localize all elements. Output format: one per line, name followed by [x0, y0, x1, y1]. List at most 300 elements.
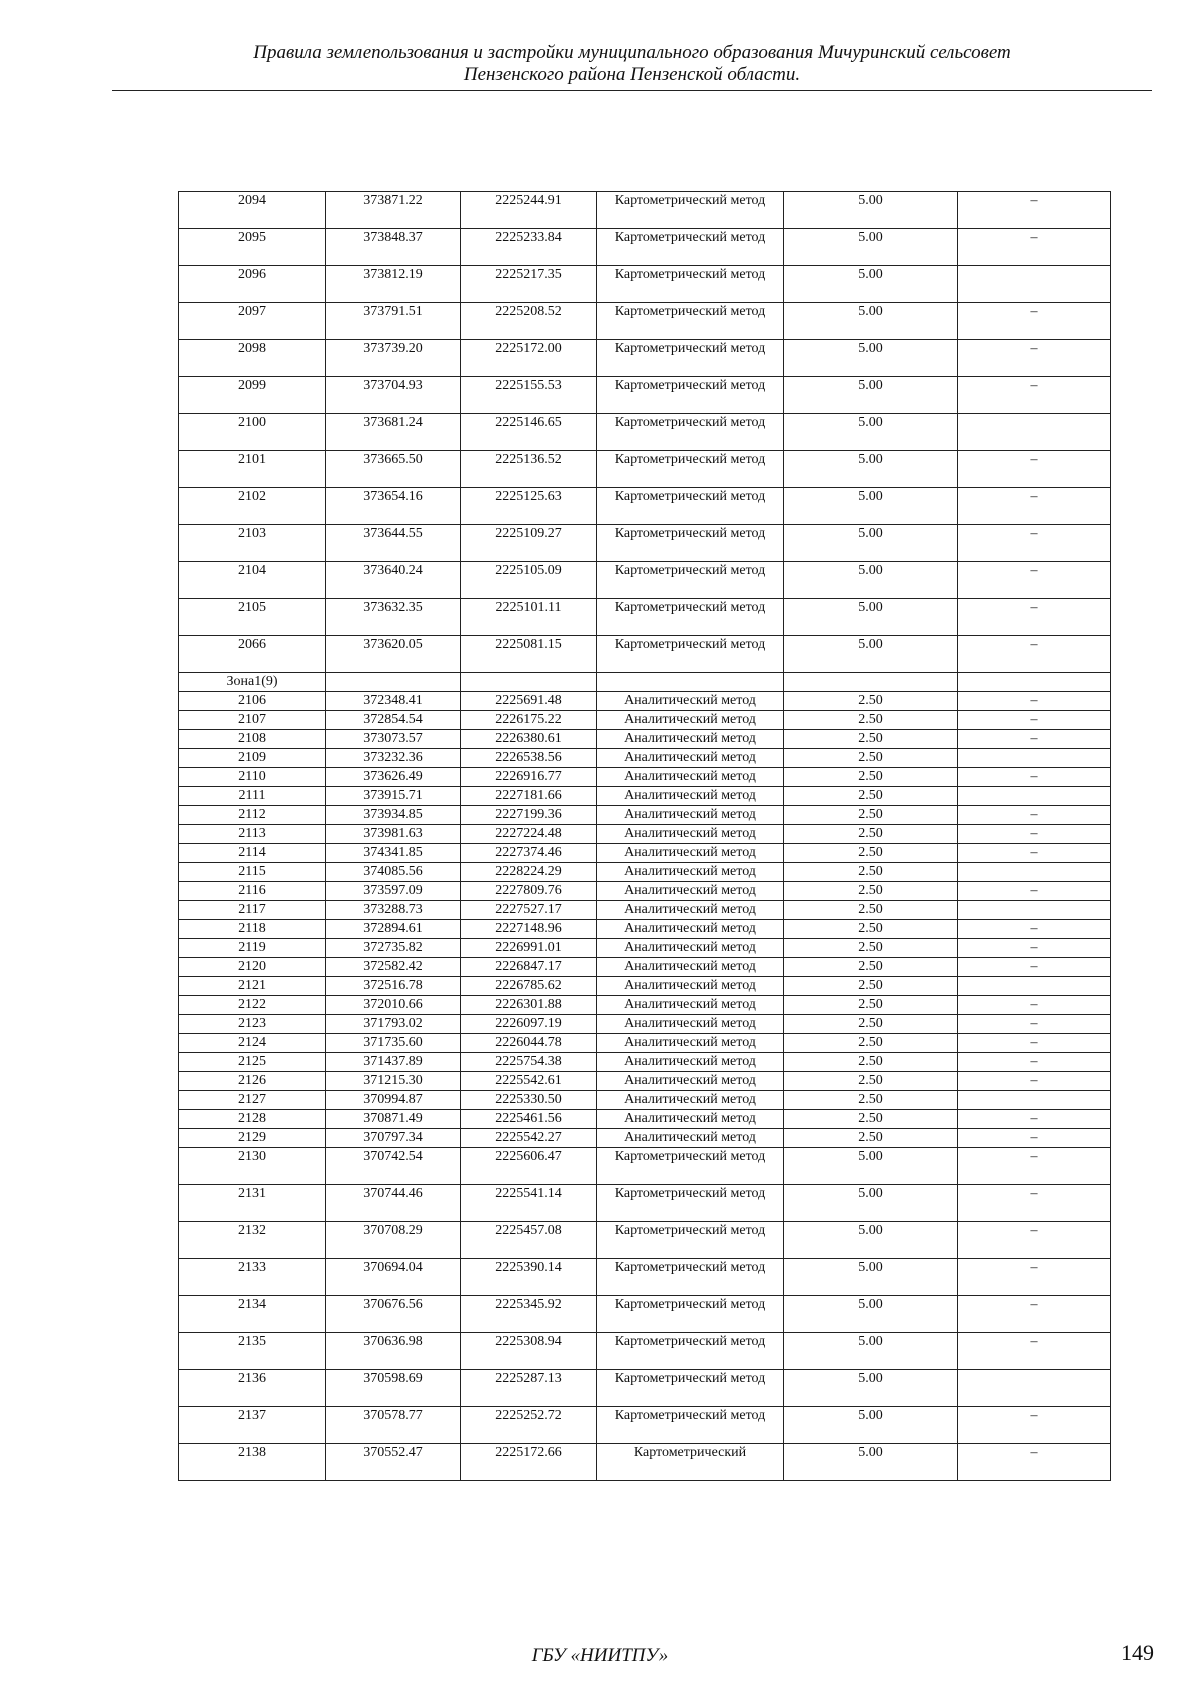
table-row: [179, 451, 1111, 488]
method-cell: Картометрический метод: [597, 1259, 784, 1296]
table-row: [179, 730, 1111, 749]
flag-cell: [958, 749, 1111, 768]
flag-cell: [958, 1370, 1111, 1407]
x-coordinate-cell: 371437.89: [326, 1053, 461, 1072]
point-number-cell: 2123: [179, 1015, 326, 1034]
accuracy-cell: 2.50: [784, 958, 958, 977]
x-coordinate-cell: 370552.47: [326, 1444, 461, 1481]
flag-cell: –: [958, 1129, 1111, 1148]
x-coordinate-cell: 373934.85: [326, 806, 461, 825]
method-cell: Картометрический метод: [597, 303, 784, 340]
method-cell: [597, 673, 784, 692]
y-coordinate-cell: 2227199.36: [461, 806, 597, 825]
table-row: [179, 749, 1111, 768]
x-coordinate-cell: 373288.73: [326, 901, 461, 920]
table-row: [179, 636, 1111, 673]
accuracy-cell: 2.50: [784, 1072, 958, 1091]
y-coordinate-cell: 2225244.91: [461, 192, 597, 229]
flag-cell: –: [958, 920, 1111, 939]
y-coordinate-cell: 2225287.13: [461, 1370, 597, 1407]
y-coordinate-cell: 2226301.88: [461, 996, 597, 1015]
y-coordinate-cell: 2225457.08: [461, 1222, 597, 1259]
y-coordinate-cell: 2225330.50: [461, 1091, 597, 1110]
coordinates-table: [178, 191, 1111, 1481]
y-coordinate-cell: 2225461.56: [461, 1110, 597, 1129]
x-coordinate-cell: 373654.16: [326, 488, 461, 525]
x-coordinate-cell: 370676.56: [326, 1296, 461, 1333]
table-row: [179, 825, 1111, 844]
flag-cell: –: [958, 1333, 1111, 1370]
x-coordinate-cell: 373848.37: [326, 229, 461, 266]
flag-cell: –: [958, 562, 1111, 599]
point-number-cell: 2107: [179, 711, 326, 730]
table-row: [179, 787, 1111, 806]
table-row: [179, 1091, 1111, 1110]
x-coordinate-cell: 370598.69: [326, 1370, 461, 1407]
point-number-cell: 2096: [179, 266, 326, 303]
point-number-cell: 2117: [179, 901, 326, 920]
table-row: [179, 806, 1111, 825]
point-number-cell: 2136: [179, 1370, 326, 1407]
flag-cell: –: [958, 806, 1111, 825]
x-coordinate-cell: 370636.98: [326, 1333, 461, 1370]
flag-cell: –: [958, 1185, 1111, 1222]
x-coordinate-cell: 373644.55: [326, 525, 461, 562]
flag-cell: –: [958, 1296, 1111, 1333]
y-coordinate-cell: 2226916.77: [461, 768, 597, 787]
table-row: [179, 920, 1111, 939]
y-coordinate-cell: 2225606.47: [461, 1148, 597, 1185]
method-cell: Аналитический метод: [597, 711, 784, 730]
point-number-cell: 2102: [179, 488, 326, 525]
flag-cell: –: [958, 939, 1111, 958]
point-number-cell: 2114: [179, 844, 326, 863]
y-coordinate-cell: 2226380.61: [461, 730, 597, 749]
method-cell: Аналитический метод: [597, 730, 784, 749]
y-coordinate-cell: 2225208.52: [461, 303, 597, 340]
method-cell: Аналитический метод: [597, 1072, 784, 1091]
flag-cell: –: [958, 730, 1111, 749]
x-coordinate-cell: 372735.82: [326, 939, 461, 958]
x-coordinate-cell: 372582.42: [326, 958, 461, 977]
x-coordinate-cell: 372516.78: [326, 977, 461, 996]
flag-cell: –: [958, 1444, 1111, 1481]
y-coordinate-cell: 2225541.14: [461, 1185, 597, 1222]
method-cell: Картометрический метод: [597, 414, 784, 451]
flag-cell: –: [958, 340, 1111, 377]
method-cell: Картометрический метод: [597, 636, 784, 673]
method-cell: Аналитический метод: [597, 958, 784, 977]
flag-cell: –: [958, 451, 1111, 488]
table-row: [179, 1053, 1111, 1072]
accuracy-cell: 2.50: [784, 692, 958, 711]
point-number-cell: 2126: [179, 1072, 326, 1091]
coordinates-table-body: [179, 192, 1111, 1481]
method-cell: Картометрический метод: [597, 1148, 784, 1185]
x-coordinate-cell: 373981.63: [326, 825, 461, 844]
flag-cell: –: [958, 1148, 1111, 1185]
x-coordinate-cell: 373739.20: [326, 340, 461, 377]
method-cell: Аналитический метод: [597, 692, 784, 711]
accuracy-cell: 5.00: [784, 1222, 958, 1259]
y-coordinate-cell: 2226175.22: [461, 711, 597, 730]
flag-cell: –: [958, 1034, 1111, 1053]
flag-cell: –: [958, 1407, 1111, 1444]
x-coordinate-cell: 373681.24: [326, 414, 461, 451]
table-row: [179, 525, 1111, 562]
accuracy-cell: 2.50: [784, 1110, 958, 1129]
accuracy-cell: 5.00: [784, 192, 958, 229]
point-number-cell: 2110: [179, 768, 326, 787]
flag-cell: [958, 863, 1111, 882]
flag-cell: –: [958, 192, 1111, 229]
x-coordinate-cell: 373640.24: [326, 562, 461, 599]
table-row: [179, 1072, 1111, 1091]
y-coordinate-cell: 2225542.27: [461, 1129, 597, 1148]
point-number-cell: 2099: [179, 377, 326, 414]
method-cell: Аналитический метод: [597, 920, 784, 939]
table-row: [179, 692, 1111, 711]
point-number-cell: 2128: [179, 1110, 326, 1129]
x-coordinate-cell: 372854.54: [326, 711, 461, 730]
accuracy-cell: 5.00: [784, 303, 958, 340]
method-cell: Аналитический метод: [597, 825, 784, 844]
header-line-1: Правила землепользования и застройки муниципального образования Мичуринский сельсовет: [253, 42, 1011, 63]
x-coordinate-cell: 371793.02: [326, 1015, 461, 1034]
accuracy-cell: 5.00: [784, 1444, 958, 1481]
y-coordinate-cell: 2225542.61: [461, 1072, 597, 1091]
table-row: [179, 1444, 1111, 1481]
y-coordinate-cell: 2226785.62: [461, 977, 597, 996]
flag-cell: [958, 901, 1111, 920]
table-row: [179, 340, 1111, 377]
table-row: [179, 863, 1111, 882]
accuracy-cell: 5.00: [784, 229, 958, 266]
point-number-cell: 2137: [179, 1407, 326, 1444]
x-coordinate-cell: 370797.34: [326, 1129, 461, 1148]
accuracy-cell: 5.00: [784, 525, 958, 562]
y-coordinate-cell: 2226991.01: [461, 939, 597, 958]
y-coordinate-cell: 2225136.52: [461, 451, 597, 488]
flag-cell: [958, 266, 1111, 303]
header-line-2: Пензенского района Пензенской области.: [463, 64, 801, 85]
accuracy-cell: 2.50: [784, 806, 958, 825]
y-coordinate-cell: 2225691.48: [461, 692, 597, 711]
accuracy-cell: 5.00: [784, 266, 958, 303]
method-cell: Аналитический метод: [597, 1110, 784, 1129]
x-coordinate-cell: 371215.30: [326, 1072, 461, 1091]
y-coordinate-cell: 2225101.11: [461, 599, 597, 636]
x-coordinate-cell: [326, 673, 461, 692]
table-row: [179, 1034, 1111, 1053]
flag-cell: –: [958, 1072, 1111, 1091]
accuracy-cell: 2.50: [784, 1129, 958, 1148]
y-coordinate-cell: 2227148.96: [461, 920, 597, 939]
method-cell: Аналитический метод: [597, 977, 784, 996]
table-row: [179, 1185, 1111, 1222]
y-coordinate-cell: 2225081.15: [461, 636, 597, 673]
table-row: [179, 1129, 1111, 1148]
table-row: [179, 303, 1111, 340]
flag-cell: [958, 1091, 1111, 1110]
method-cell: Аналитический метод: [597, 806, 784, 825]
y-coordinate-cell: 2225155.53: [461, 377, 597, 414]
point-number-cell: 2124: [179, 1034, 326, 1053]
x-coordinate-cell: 370694.04: [326, 1259, 461, 1296]
point-number-cell: 2118: [179, 920, 326, 939]
table-row: [179, 1148, 1111, 1185]
x-coordinate-cell: 370744.46: [326, 1185, 461, 1222]
y-coordinate-cell: 2225172.00: [461, 340, 597, 377]
flag-cell: –: [958, 844, 1111, 863]
accuracy-cell: 5.00: [784, 1148, 958, 1185]
table-row: [179, 562, 1111, 599]
point-number-cell: 2111: [179, 787, 326, 806]
point-number-cell: 2098: [179, 340, 326, 377]
flag-cell: –: [958, 1222, 1111, 1259]
y-coordinate-cell: 2226538.56: [461, 749, 597, 768]
y-coordinate-cell: 2225105.09: [461, 562, 597, 599]
flag-cell: –: [958, 1015, 1111, 1034]
y-coordinate-cell: 2225217.35: [461, 266, 597, 303]
point-number-cell: 2129: [179, 1129, 326, 1148]
y-coordinate-cell: 2227809.76: [461, 882, 597, 901]
x-coordinate-cell: 373073.57: [326, 730, 461, 749]
method-cell: Аналитический метод: [597, 1034, 784, 1053]
point-number-cell: 2134: [179, 1296, 326, 1333]
point-number-cell: 2097: [179, 303, 326, 340]
point-number-cell: 2122: [179, 996, 326, 1015]
accuracy-cell: 2.50: [784, 768, 958, 787]
x-coordinate-cell: 373632.35: [326, 599, 461, 636]
x-coordinate-cell: 373871.22: [326, 192, 461, 229]
y-coordinate-cell: 2225172.66: [461, 1444, 597, 1481]
method-cell: Картометрический метод: [597, 1333, 784, 1370]
y-coordinate-cell: 2227527.17: [461, 901, 597, 920]
table-row: [179, 844, 1111, 863]
method-cell: Картометрический метод: [597, 340, 784, 377]
accuracy-cell: 5.00: [784, 377, 958, 414]
point-number-cell: 2132: [179, 1222, 326, 1259]
y-coordinate-cell: 2227374.46: [461, 844, 597, 863]
accuracy-cell: 5.00: [784, 1370, 958, 1407]
table-row: [179, 939, 1111, 958]
method-cell: Аналитический метод: [597, 939, 784, 958]
x-coordinate-cell: 374085.56: [326, 863, 461, 882]
accuracy-cell: 5.00: [784, 599, 958, 636]
header-divider: [112, 90, 1152, 91]
point-number-cell: 2131: [179, 1185, 326, 1222]
flag-cell: –: [958, 229, 1111, 266]
method-cell: Картометрический метод: [597, 229, 784, 266]
method-cell: Картометрический метод: [597, 266, 784, 303]
flag-cell: –: [958, 1110, 1111, 1129]
accuracy-cell: 2.50: [784, 1091, 958, 1110]
x-coordinate-cell: 370871.49: [326, 1110, 461, 1129]
accuracy-cell: 5.00: [784, 636, 958, 673]
x-coordinate-cell: 370578.77: [326, 1407, 461, 1444]
flag-cell: –: [958, 958, 1111, 977]
y-coordinate-cell: 2226044.78: [461, 1034, 597, 1053]
table-row: [179, 996, 1111, 1015]
accuracy-cell: 5.00: [784, 1185, 958, 1222]
y-coordinate-cell: 2226847.17: [461, 958, 597, 977]
method-cell: Аналитический метод: [597, 1129, 784, 1148]
point-number-cell: 2105: [179, 599, 326, 636]
x-coordinate-cell: 371735.60: [326, 1034, 461, 1053]
point-number-cell: 2138: [179, 1444, 326, 1481]
x-coordinate-cell: 372348.41: [326, 692, 461, 711]
flag-cell: –: [958, 996, 1111, 1015]
table-row: [179, 1370, 1111, 1407]
point-number-cell: 2095: [179, 229, 326, 266]
point-number-cell: 2101: [179, 451, 326, 488]
method-cell: Аналитический метод: [597, 844, 784, 863]
accuracy-cell: 5.00: [784, 1296, 958, 1333]
point-number-cell: 2121: [179, 977, 326, 996]
point-number-cell: 2125: [179, 1053, 326, 1072]
accuracy-cell: [784, 673, 958, 692]
x-coordinate-cell: 373232.36: [326, 749, 461, 768]
accuracy-cell: 2.50: [784, 711, 958, 730]
y-coordinate-cell: 2225109.27: [461, 525, 597, 562]
method-cell: Картометрический метод: [597, 377, 784, 414]
y-coordinate-cell: 2228224.29: [461, 863, 597, 882]
x-coordinate-cell: 372894.61: [326, 920, 461, 939]
accuracy-cell: 5.00: [784, 488, 958, 525]
x-coordinate-cell: 370994.87: [326, 1091, 461, 1110]
method-cell: Картометрический метод: [597, 1407, 784, 1444]
flag-cell: –: [958, 377, 1111, 414]
flag-cell: –: [958, 636, 1111, 673]
table-row: [179, 1296, 1111, 1333]
table-row: [179, 958, 1111, 977]
accuracy-cell: 5.00: [784, 340, 958, 377]
y-coordinate-cell: 2225345.92: [461, 1296, 597, 1333]
method-cell: Картометрический метод: [597, 525, 784, 562]
flag-cell: [958, 787, 1111, 806]
accuracy-cell: 5.00: [784, 451, 958, 488]
table-row: [179, 229, 1111, 266]
accuracy-cell: 2.50: [784, 844, 958, 863]
flag-cell: –: [958, 1259, 1111, 1296]
table-row: [179, 882, 1111, 901]
x-coordinate-cell: 373620.05: [326, 636, 461, 673]
y-coordinate-cell: [461, 673, 597, 692]
accuracy-cell: 2.50: [784, 996, 958, 1015]
point-number-cell: 2104: [179, 562, 326, 599]
method-cell: Картометрический метод: [597, 562, 784, 599]
point-number-cell: 2094: [179, 192, 326, 229]
flag-cell: [958, 673, 1111, 692]
method-cell: Картометрический метод: [597, 1185, 784, 1222]
flag-cell: –: [958, 711, 1111, 730]
x-coordinate-cell: 373704.93: [326, 377, 461, 414]
y-coordinate-cell: 2226097.19: [461, 1015, 597, 1034]
point-number-cell: 2100: [179, 414, 326, 451]
table-row: [179, 711, 1111, 730]
table-row: [179, 266, 1111, 303]
point-number-cell: 2127: [179, 1091, 326, 1110]
table-row: [179, 1222, 1111, 1259]
table-row: [179, 1015, 1111, 1034]
point-number-cell: 2130: [179, 1148, 326, 1185]
x-coordinate-cell: 370708.29: [326, 1222, 461, 1259]
flag-cell: [958, 977, 1111, 996]
accuracy-cell: 2.50: [784, 787, 958, 806]
method-cell: Аналитический метод: [597, 749, 784, 768]
table-row: [179, 768, 1111, 787]
table-row: [179, 977, 1111, 996]
method-cell: Аналитический метод: [597, 1053, 784, 1072]
method-cell: Аналитический метод: [597, 901, 784, 920]
flag-cell: [958, 414, 1111, 451]
x-coordinate-cell: 373626.49: [326, 768, 461, 787]
point-number-cell: 2066: [179, 636, 326, 673]
point-number-cell: 2115: [179, 863, 326, 882]
x-coordinate-cell: 373597.09: [326, 882, 461, 901]
accuracy-cell: 2.50: [784, 1053, 958, 1072]
method-cell: Картометрический: [597, 1444, 784, 1481]
method-cell: Аналитический метод: [597, 863, 784, 882]
flag-cell: –: [958, 825, 1111, 844]
accuracy-cell: 2.50: [784, 863, 958, 882]
table-row: [179, 1110, 1111, 1129]
flag-cell: –: [958, 1053, 1111, 1072]
point-number-cell: 2119: [179, 939, 326, 958]
y-coordinate-cell: 2227181.66: [461, 787, 597, 806]
y-coordinate-cell: 2225754.38: [461, 1053, 597, 1072]
page-number: 149: [1121, 1640, 1154, 1665]
flag-cell: –: [958, 303, 1111, 340]
method-cell: Аналитический метод: [597, 768, 784, 787]
accuracy-cell: 2.50: [784, 1015, 958, 1034]
accuracy-cell: 5.00: [784, 1333, 958, 1370]
flag-cell: –: [958, 768, 1111, 787]
accuracy-cell: 5.00: [784, 1407, 958, 1444]
point-number-cell: Зона1(9): [179, 673, 326, 692]
table-row: [179, 1407, 1111, 1444]
zone-header-row: [179, 673, 1111, 692]
x-coordinate-cell: 372010.66: [326, 996, 461, 1015]
table-row: [179, 1333, 1111, 1370]
x-coordinate-cell: 370742.54: [326, 1148, 461, 1185]
accuracy-cell: 2.50: [784, 920, 958, 939]
accuracy-cell: 5.00: [784, 1259, 958, 1296]
y-coordinate-cell: 2225125.63: [461, 488, 597, 525]
accuracy-cell: 2.50: [784, 901, 958, 920]
point-number-cell: 2103: [179, 525, 326, 562]
point-number-cell: 2109: [179, 749, 326, 768]
table-row: [179, 377, 1111, 414]
x-coordinate-cell: 374341.85: [326, 844, 461, 863]
table-row: [179, 1259, 1111, 1296]
method-cell: Картометрический метод: [597, 1296, 784, 1333]
point-number-cell: 2106: [179, 692, 326, 711]
y-coordinate-cell: 2225252.72: [461, 1407, 597, 1444]
point-number-cell: 2112: [179, 806, 326, 825]
table-row: [179, 599, 1111, 636]
method-cell: Аналитический метод: [597, 1091, 784, 1110]
x-coordinate-cell: 373915.71: [326, 787, 461, 806]
page-header: [112, 42, 1152, 86]
accuracy-cell: 2.50: [784, 977, 958, 996]
accuracy-cell: 5.00: [784, 414, 958, 451]
y-coordinate-cell: 2225308.94: [461, 1333, 597, 1370]
flag-cell: –: [958, 488, 1111, 525]
y-coordinate-cell: 2225390.14: [461, 1259, 597, 1296]
method-cell: Картометрический метод: [597, 488, 784, 525]
